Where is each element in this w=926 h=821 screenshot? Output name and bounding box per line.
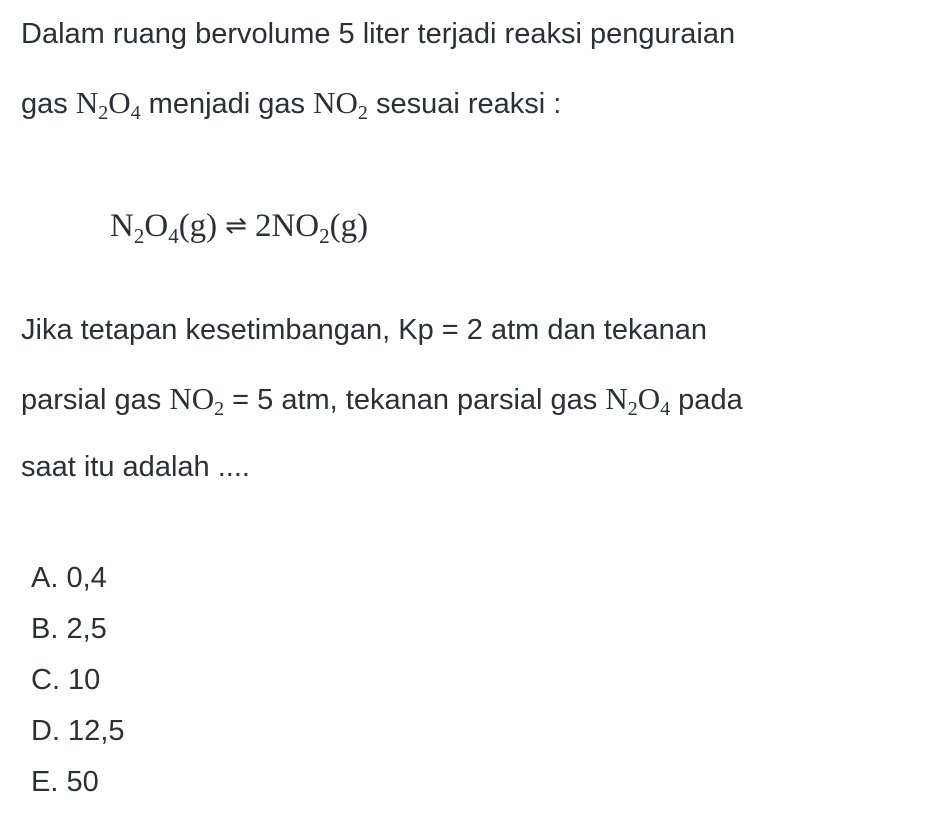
formula-part: N: [605, 381, 628, 416]
answer-options: [31, 553, 125, 808]
formula-part: O: [144, 208, 169, 244]
option-e[interactable]: E. 50: [31, 766, 99, 798]
formula-part: NO: [169, 381, 215, 416]
reaction-equation: [110, 206, 368, 246]
text-segment: = 5 atm, tekanan parsial gas: [224, 384, 606, 416]
text-segment: parsial gas: [21, 384, 170, 416]
formula-subscript: 2: [214, 398, 225, 420]
formula-part: NO: [313, 85, 358, 120]
text-segment: gas: [21, 88, 76, 120]
formula-subscript: 2: [357, 102, 368, 124]
formula-no2: [169, 381, 225, 420]
question-line-5: saat itu adalah ....: [21, 451, 250, 483]
question-line-4: [21, 381, 743, 418]
formula-part: N: [75, 85, 99, 120]
question-line-3: Jika tetapan kesetimbangan, Kp = 2 atm dan tekanan: [21, 314, 707, 346]
option-a[interactable]: A. 0,4: [31, 562, 107, 594]
formula-part: 2NO: [254, 208, 320, 244]
option-b[interactable]: B. 2,5: [31, 613, 107, 645]
text-segment: sesuai reaksi :: [367, 88, 562, 120]
formula-subscript: 2: [627, 398, 638, 420]
formula-subscript: 2: [133, 224, 145, 248]
formula-part: O: [637, 381, 661, 416]
state-symbol: (g): [329, 208, 369, 244]
question-line-2: [21, 85, 561, 122]
formula-subscript: 4: [660, 398, 671, 420]
formula-part: N: [110, 208, 134, 244]
state-symbol: (g): [178, 208, 218, 244]
formula-subscript: 4: [130, 102, 141, 124]
formula-n2o4: [605, 381, 671, 420]
formula-subscript: 2: [319, 224, 330, 248]
option-d[interactable]: D. 12,5: [31, 715, 125, 747]
text-segment: pada: [670, 384, 743, 416]
formula-part: O: [108, 85, 131, 120]
formula-subscript: 2: [98, 102, 109, 124]
formula-n2o4: [75, 85, 141, 124]
option-c[interactable]: C. 10: [31, 664, 101, 696]
text-segment: menjadi gas: [140, 88, 314, 120]
question-line-1: Dalam ruang bervolume 5 liter terjadi reaksi penguraian: [21, 18, 736, 50]
formula-no2: [313, 85, 368, 124]
equilibrium-arrow-icon: ⇌: [225, 211, 247, 241]
formula-subscript: 4: [168, 224, 179, 248]
